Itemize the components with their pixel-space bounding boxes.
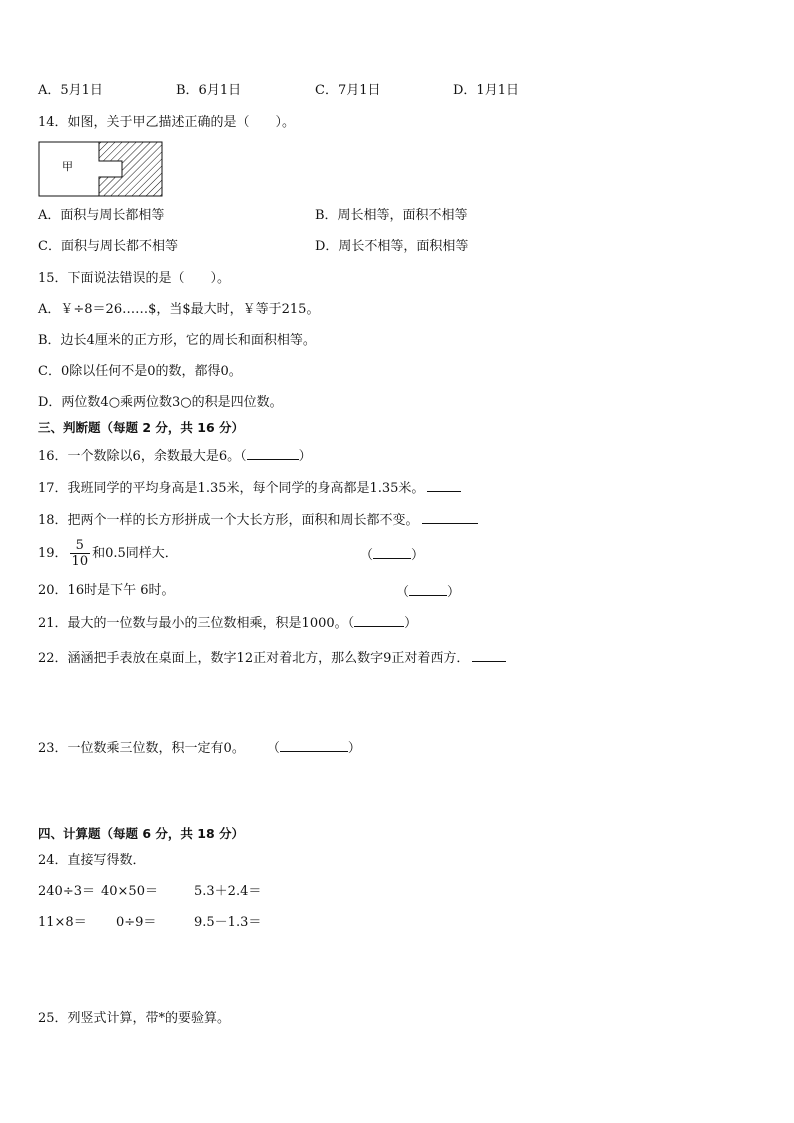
q19-open-paren: （ (360, 548, 374, 563)
q14-figure (38, 141, 163, 197)
section-4-title: 四、计算题（每题 6 分，共 18 分） (38, 826, 245, 841)
q15-option-a: A．￥÷8＝26……$，当$最大时，￥等于215。 (38, 302, 320, 317)
q14-option-a: A．面积与周长都相等 (38, 208, 165, 223)
q23-open-paren: （ (266, 741, 280, 756)
q16-answer-blank[interactable] (247, 446, 299, 460)
q24-stem: 24．直接写得数． (38, 853, 146, 868)
q22-text: 22．涵涵把手表放在桌面上，数字12正对着北方，那么数字9正对着西方． (38, 651, 470, 666)
q17 (38, 478, 461, 498)
q24-item-3: 5.3＋2.4＝ (194, 884, 262, 899)
q24-item-1: 240÷3＝ (38, 884, 95, 899)
q21-answer-blank[interactable] (354, 613, 404, 627)
q16-text: 16．一个数除以6，余数最大是6。（ (38, 449, 247, 464)
q21-text: 21．最大的一位数与最小的三位数相乘，积是1000。（ (38, 616, 355, 631)
q21-close: ） (404, 616, 418, 631)
q20-answer-blank[interactable] (409, 582, 447, 596)
q17-answer-blank[interactable] (427, 478, 461, 492)
q19-numerator: 5 (70, 538, 91, 554)
q14-option-c: C．面积与周长都不相等 (38, 239, 178, 254)
q13-option-a: A．5月1日 (38, 83, 103, 98)
q15-stem: 15．下面说法错误的是（ ）。 (38, 271, 231, 286)
q15-option-c: C．0除以任何不是0的数，都得0。 (38, 364, 242, 379)
q18 (38, 510, 478, 530)
q19-answer (360, 545, 424, 565)
q23-text: 23．一位数乘三位数，积一定有0。 (38, 741, 245, 756)
q13-option-c: C．7月1日 (315, 83, 381, 98)
q19-text: 和0.5同样大． (92, 546, 178, 561)
q18-text: 18．把两个一样的长方形拼成一个大长方形，面积和周长都不变。 (38, 513, 419, 528)
q17-text: 17．我班同学的平均身高是1.35米，每个同学的身高都是1.35米。 (38, 481, 425, 496)
q24-item-5: 0÷9＝ (116, 915, 157, 930)
q22-answer-blank[interactable] (472, 648, 506, 662)
q20-answer (396, 582, 460, 602)
q18-answer-blank[interactable] (422, 510, 478, 524)
q19-fraction (70, 538, 91, 569)
q15-option-b: B．边长4厘米的正方形，它的周长和面积相等。 (38, 333, 316, 348)
q23-answer-blank[interactable] (280, 738, 348, 752)
q21 (38, 613, 417, 633)
q25-stem: 25．列竖式计算，带*的要验算。 (38, 1011, 231, 1026)
q13-option-b: B．6月1日 (176, 83, 242, 98)
q14-option-b: B．周长相等，面积不相等 (315, 208, 468, 223)
q24-item-4: 11×8＝ (38, 915, 87, 930)
q19-close-paren: ） (411, 548, 425, 563)
q19-prefix: 19． (38, 546, 68, 561)
q23 (38, 738, 361, 758)
q19 (38, 536, 178, 572)
q16-close: ） (298, 449, 312, 464)
q19-denominator: 10 (71, 554, 89, 569)
q20-open-paren: （ (396, 585, 410, 600)
figure-label-jia: 甲 (62, 160, 73, 173)
q14-option-d: D．周长不相等，面积相等 (315, 239, 469, 254)
section-3-title: 三、判断题（每题 2 分，共 16 分） (38, 420, 245, 435)
q13-option-d: D．1月1日 (453, 83, 519, 98)
q14-stem: 14．如图，关于甲乙描述正确的是（ ）。 (38, 115, 296, 130)
q19-answer-blank[interactable] (373, 545, 411, 559)
q15-option-d: D．两位数4○乘两位数3○的积是四位数。 (38, 395, 283, 410)
q20-text: 20．16时是下午 6时。 (38, 583, 175, 598)
q22 (38, 648, 506, 668)
q23-close-paren: ） (347, 741, 361, 756)
q24-item-6: 9.5－1.3＝ (194, 915, 262, 930)
q24-item-2: 40×50＝ (101, 884, 158, 899)
q20-close-paren: ） (447, 585, 461, 600)
q16 (38, 446, 312, 466)
